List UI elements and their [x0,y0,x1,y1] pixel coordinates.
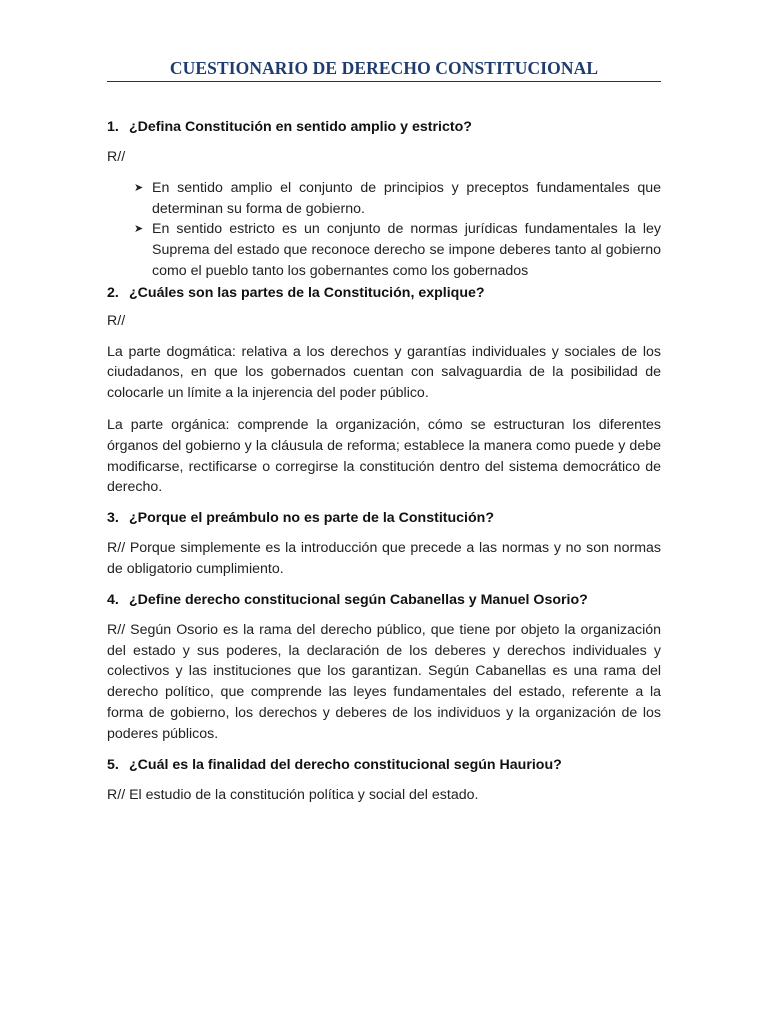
answer-paragraph: La parte dogmática: relativa a los derechos y garantías individuales y sociales de los ciudadanos, en que los gobernados cuentan con salvaguardia de la posibilidad de colocarle un límite a la injerencia del poder público. [107,343,661,402]
question-number: 4. [107,591,119,608]
answer-bullet-list [107,178,661,282]
answer-label: R// [107,149,126,165]
answer-paragraph: R// Porque simplemente es la introducción que precede a las normas y no son normas de obligatorio cumplimiento. [107,540,661,577]
question-text: ¿Defina Constitución en sentido amplio y estricto? [129,119,472,135]
answer-paragraph: R// Según Osorio es la rama del derecho público, que tiene por objeto la organización del estado y sus poderes, la declaración de los deberes y derechos individuales y colectivos y las instituciones que los garantizan. Según Cabanellas es una rama del derecho político, que comprende las leyes fundamentales del estado, referente a la forma de gobierno, los derechos y deberes de los individuos y la organización de los poderes públicos. [107,621,661,742]
question-text: ¿Porque el preámbulo no es parte de la Constitución? [129,510,494,527]
arrow-bullet-icon: ➤ [134,223,144,236]
list-item [134,178,661,220]
question-5 [107,757,661,773]
question-text: ¿Cuáles son las partes de la Constitución, explique? [129,284,485,301]
arrow-bullet-icon: ➤ [134,181,144,194]
question-text: ¿Cuál es la finalidad del derecho constitucional según Hauriou? [129,756,562,773]
question-4 [107,592,661,608]
list-item-text: En sentido amplio el conjunto de principios y preceptos fundamentales que determinan su forma de gobierno. [152,179,661,217]
question-3 [107,510,661,526]
question-number: 1. [107,119,119,135]
question-number: 5. [107,756,119,773]
question-text: ¿Define derecho constitucional según Cabanellas y Manuel Osorio? [129,591,588,608]
document-title: CUESTIONARIO DE DERECHO CONSTITUCIONAL [107,58,661,82]
question-1 [107,119,661,135]
question-number: 2. [107,284,119,301]
question-number: 3. [107,510,119,527]
question-2 [107,285,661,301]
answer-label: R// [107,312,126,329]
answer-paragraph: La parte orgánica: comprende la organización, cómo se estructuran los diferentes órganos del gobierno y la cláusula de reforma; establece la manera como puede y debe modificarse, rectificarse o corregirse la constitución dentro del sistema democrático de derecho. [107,416,661,496]
answer-paragraph: R// El estudio de la constitución política y social del estado. [107,786,479,803]
list-item-text: En sentido estricto es un conjunto de normas jurídicas fundamentales la ley Suprema del estado que reconoce derecho se impone deberes tanto al gobierno como el pueblo tanto los gobernantes como los gobernados [152,221,661,279]
list-item [134,219,661,281]
